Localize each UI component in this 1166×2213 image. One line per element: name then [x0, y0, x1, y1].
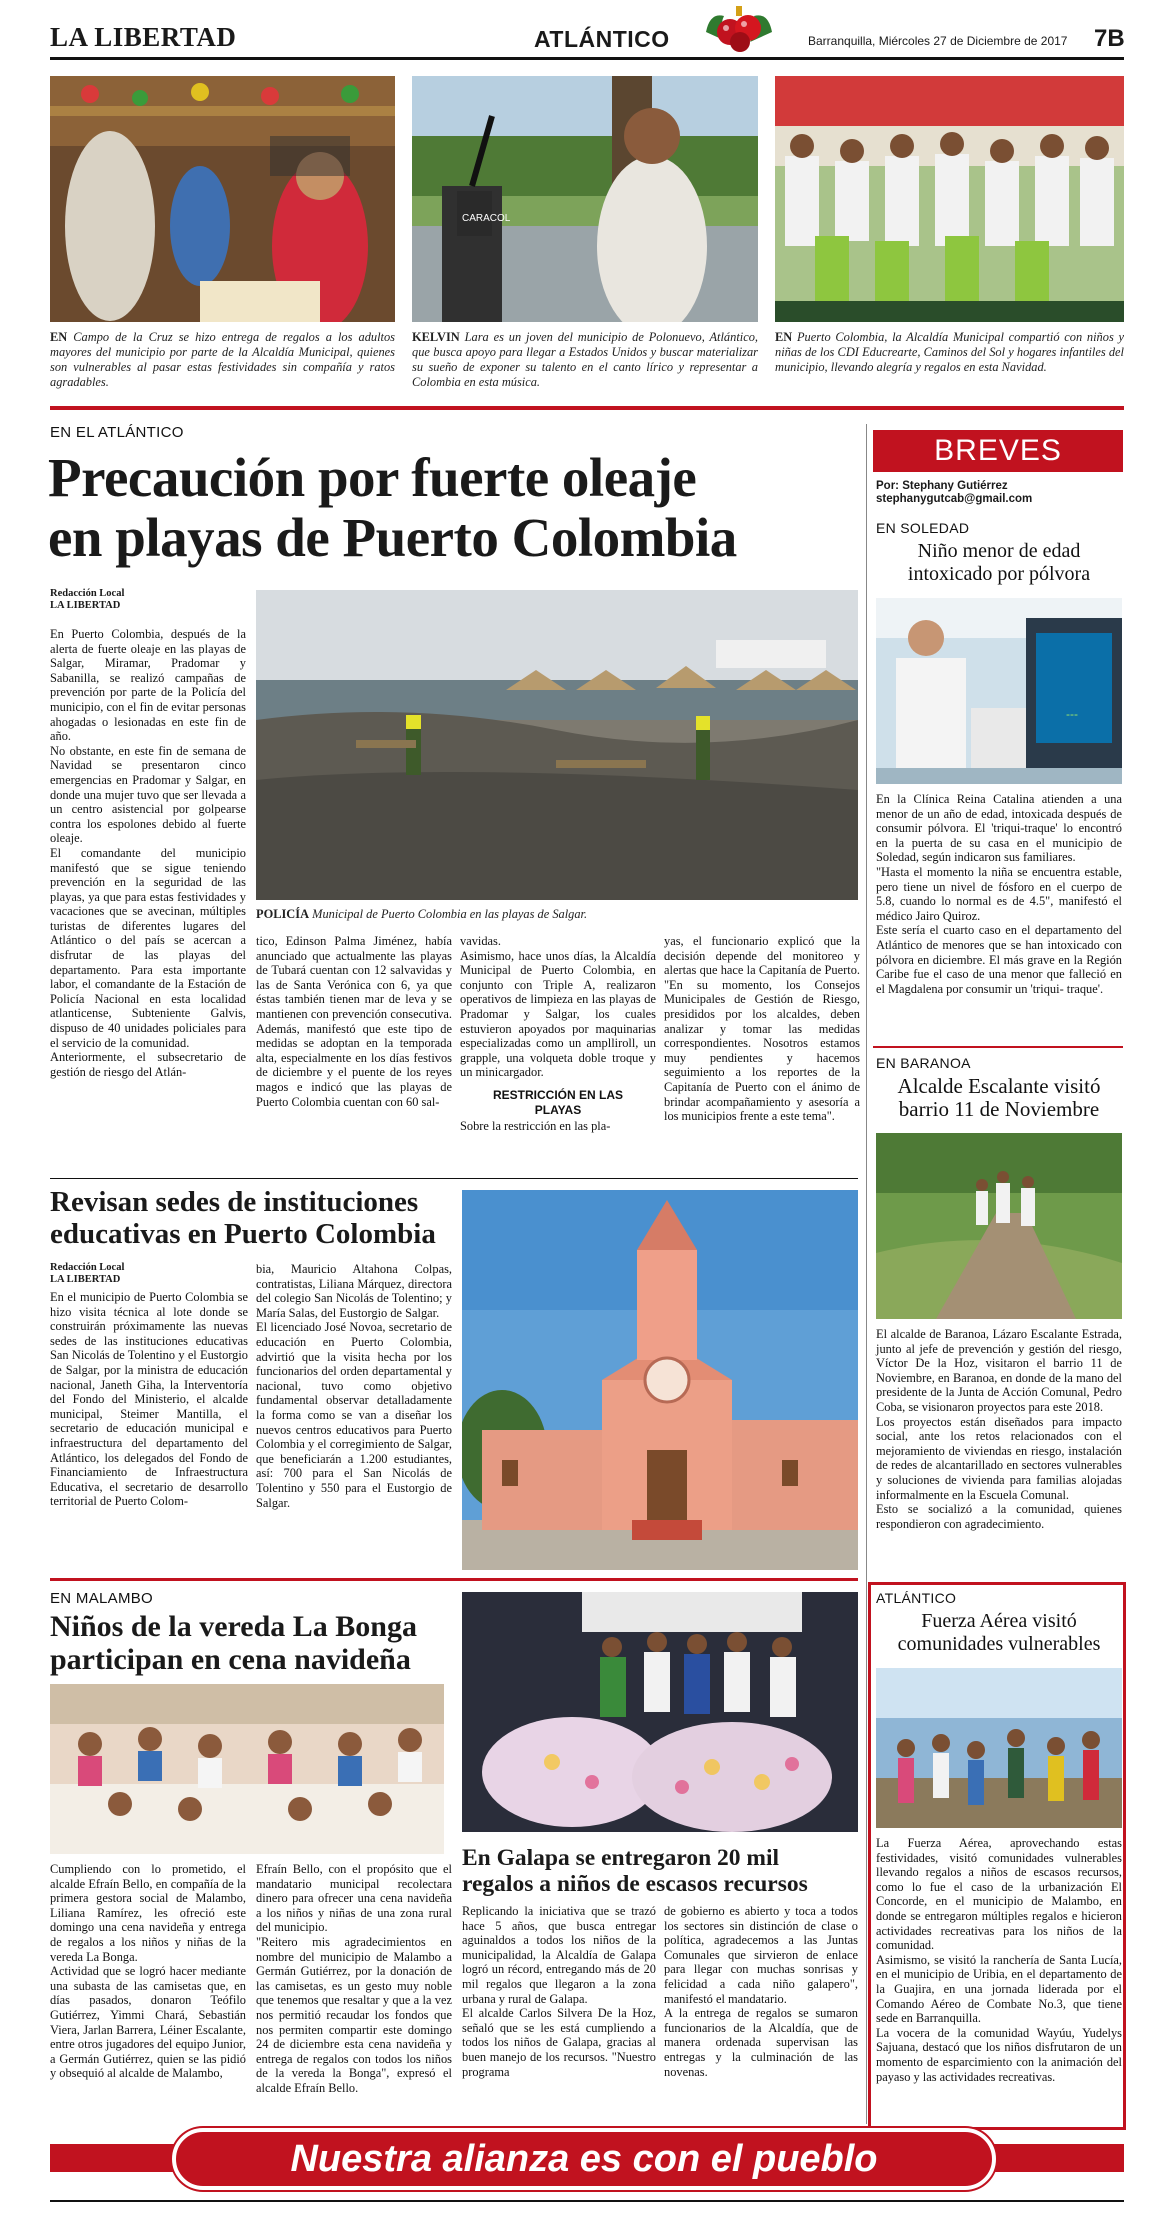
paragraph: Replicando la iniciativa que se trazó hace 5 años, que busca entregar aguinaldos a todos los niños de la municipalidad, la Alcaldía de Galapa logró un récord, entregando más de 20 mil regalos que llegaron a la zona urbana y rural de Galapa.: [462, 1904, 656, 2006]
caption-kelvin-lara: [412, 330, 758, 390]
brief-baranoa-kicker: EN BARANOA: [876, 1055, 971, 1071]
photo-fuerza-aerea-ninos: [876, 1668, 1122, 1828]
sedes-column-1: [50, 1290, 248, 1509]
photo-playa-salgar: [256, 590, 858, 900]
caption-lead: EN: [775, 330, 793, 344]
main-column-1: [50, 627, 246, 1079]
paragraph: Efraín Bello, con el propósito que el mandatario municipal recolectara dinero para ofrecer una cena navideña a los niños y niñas de una zona rural del municipio.: [256, 1862, 452, 1935]
paragraph: "Reitero mis agradecimientos en nombre del municipio de Malambo a Germán Gutiérrez, por la donación de las camisetas, es un gesto muy noble que tenemos que resaltar y que a la vez nos permitió recaudar los fondos que nos permiten compartir este domingo 24 de diciembre esta cena navideña y entrega de regalos con todos los niños de la vereda la Bonga", expresó el alcalde Efraín Bello.: [256, 1934, 452, 2095]
main-kicker: EN EL ATLÁNTICO: [50, 424, 184, 441]
paragraph: El comandante del municipio manifestó que se sigue teniendo prevención en la seguridad de las playas, ya que para estas festividades y vacaciones que se avecinan, múltiples turistas de diferentes lugares del Atlántico o del país se acercan a disfrutar de las playas del departamento. Para esta importante labor, el comandante de la Estación de Policía Nacional en esta localidad atlanticense, Subteniente Galvis, dispuso de 40 unidades policiales para el servicio de la comunidad.: [50, 845, 246, 1050]
main-column-3: [460, 934, 656, 1134]
paragraph: Anteriormente, el subsecretario de gestión de riesgo del Atlán-: [50, 1050, 246, 1079]
brief-headline-line: Niño menor de edad: [917, 540, 1081, 562]
galapa-column-1: [462, 1904, 656, 2079]
paragraph: El alcalde Carlos Silvera De la Hoz, señaló que se les está cumpliendo a todos los niños de Galapa, gracias al buen manejo de los recursos. "Nuestro programa: [462, 2006, 656, 2079]
masthead-section: ATLÁNTICO: [534, 26, 670, 52]
brief-fuerza-aerea-headline: [876, 1610, 1122, 1656]
paragraph: Cumpliendo con lo prometido, el alcalde Efraín Bello, en compañía de la primera gestora social de Malambo, Liliana Ramírez, les ofreció este domingo una cena navideña y entrega de regalos a los niños y niñas de la vereda La Bonga.: [50, 1862, 246, 1964]
masthead-dateline: Barranquilla, Miércoles 27 de Diciembre de 2017: [808, 34, 1068, 48]
brief-rule: [873, 1046, 1123, 1048]
caption-text: Lara es un joven del municipio de Polonuevo, Atlántico, que busca apoyo para llegar a Estados Unidos y buscar materializar su sueño de exponer su talento en el canto lírico y representar a Colombia en esta música.: [412, 330, 758, 389]
credit-line: Redacción Local: [50, 588, 125, 599]
brief-soledad-kicker: EN SOLEDAD: [876, 520, 970, 536]
galapa-headline-line-2: regalos a niños de escasos recursos: [462, 1871, 808, 1897]
paragraph: Sobre la restricción en las pla-: [460, 1119, 611, 1134]
photo-barrio-11-de-noviembre: [876, 1133, 1122, 1319]
galapa-headline-line-1: En Galapa se entregaron 20 mil: [462, 1845, 780, 1871]
caption-text: Puerto Colombia, la Alcaldía Municipal compartió con niños y niñas de los CDI Educrearte, Caminos del Sol y hogares infantiles del municipio, llevando alegría y regalos en esta Navidad.: [775, 330, 1124, 374]
sedes-column-2: [256, 1262, 452, 1510]
paragraph: Actividad que se logró hacer mediante una subasta de las camisetas que, en días pasados, donaron Teófilo Gutiérrez, Yimmi Chará, Sebastián Viera, Jarlan Barrera, Léiner Escalante, entre otros jugadores del equipo Junior, a Germán Gutiérrez, quien se las pidió y obsequió al alcalde de Malambo,: [50, 1964, 246, 2081]
main-credit: [50, 588, 124, 612]
masthead-rule: [50, 57, 1124, 60]
main-section-rule: [50, 1178, 858, 1179]
paragraph: La Fuerza Aérea, aprovechando estas festividades, visitó comunidades vulnerables llevando regalos a niños de escasos recursos, como lo fue el caso de la urbanización El Concorde, en el municipio de Malambo, en donde se entregaron múltiples regalos e hicieron actividades recreativas para los niños de la comunidad.: [876, 1836, 1122, 1953]
subhead-restriccion: RESTRICCIÓN EN LAS PLAYAS: [492, 1087, 623, 1117]
malambo-headline: [50, 1610, 460, 1676]
brief-baranoa-body: [876, 1327, 1122, 1531]
sedes-headline: [50, 1186, 470, 1250]
paragraph: bia, Mauricio Altahona Colpas, contratistas, Liliana Márquez, directora del colegio San Nicolás de Tolentino; y María Salas, del Eustorgio de Salgar.: [256, 1262, 452, 1320]
galapa-headline: [462, 1845, 862, 1897]
brief-headline-line: barrio 11 de Noviembre: [898, 1097, 1100, 1121]
breves-title: BREVES: [934, 434, 1062, 467]
top-section-rule: [50, 406, 1124, 410]
credit-line: LA LIBERTAD: [50, 600, 121, 611]
column-text: [460, 1119, 656, 1134]
brief-fuerza-aerea-body: [876, 1836, 1122, 2084]
svg-text:---: ---: [1066, 707, 1078, 721]
main-headline: [48, 448, 868, 568]
malambo-column-1: [50, 1862, 246, 2081]
brief-headline-line: intoxicado por pólvora: [907, 563, 1091, 585]
footer-bottom-rule: [50, 2200, 1124, 2202]
brief-atlantico-kicker: ATLÁNTICO: [876, 1590, 957, 1606]
main-column-4: [664, 934, 860, 1124]
brief-soledad-headline: [876, 540, 1122, 586]
paragraph: vavidas.: [460, 934, 501, 948]
paragraph: El alcalde de Baranoa, Lázaro Escalante Estrada, junto al jefe de prevención y gestión del riesgo, Víctor De la Hoz, visitaron el barrio 11 de Noviembre, en Baranoa, en donde de la mano del presidente de la Junta de Acción Comunal, Pedro Coba, se visionaron proyectos para este 2018.: [876, 1327, 1122, 1414]
main-column-2: [256, 934, 452, 1109]
sedes-headline-line-1: Revisan sedes de instituciones: [50, 1186, 419, 1218]
sedes-credit: [50, 1262, 124, 1286]
photo-cena-la-bonga: [50, 1684, 444, 1854]
paragraph: "Hasta el momento la niña se encuentra estable, pero tiene un nivel de fósforo en el cuerpo de 5.8, cuando lo normal es de 4.5", manifestó el médico Jairo Quiroz.: [876, 864, 1122, 923]
page-number: 7B: [1094, 25, 1125, 52]
footer-slogan-pill: [172, 2128, 996, 2190]
paragraph: Esto se socializó a la comunidad, quienes respondieron con agradecimiento.: [876, 1502, 1122, 1531]
malambo-kicker: EN MALAMBO: [50, 1590, 154, 1607]
caption-lead: EN: [50, 330, 68, 344]
brief-headline-line: Alcalde Escalante visitó: [897, 1074, 1101, 1098]
main-headline-line-2: en playas de Puerto Colombia: [48, 507, 737, 568]
paragraph: En el municipio de Puerto Colombia se hizo visita técnica al lote donde se construirán próximamente las nuevas sedes de las instituciones educativas San Nicolás de Tolentino y el Eustorgio de Salgar, por la ministra de educación nacional, Janeth Giha, la Interventoría del Fondo del Ministerio, el alcalde municipal, Steimer Mantilla, el secretario de educación municipal e infraestructura del departamento del Atlántico, los delegados del Fondo de Financiamiento de Infraestructura Educativa, el secretario de desarrollo territorial de Puerto Colom-: [50, 1290, 248, 1509]
main-photo-caption: [256, 907, 858, 922]
paragraph: En la Clínica Reina Catalina atienden a una menor de un año de edad, intoxicada después de consumir pólvora. El 'triqui-traque' lo encontró en la puerta de su casa en el municipio de Soledad, según indicaron sus familiares.: [876, 792, 1122, 865]
paragraph: de gobierno es abierto y toca a todos los sectores sin distinción de clase o política, agradecemos a las Juntas Comunales que sirvieron de enlace para llegar con muchas sonrisas y felicidad a cada niño galapero", manifestó el mandatario.: [664, 1904, 858, 2006]
photo-clinica-reina-catalina: [876, 598, 1122, 784]
breves-author: Por: Stephany Gutiérrez: [876, 480, 1008, 492]
paragraph: Asimismo, hace unos días, la Alcaldía Municipal de Puerto Colombia, en conjunto con Triple A, realizaron operativos de limpieza en las playas de Pradomar y Salgar, los cuales estuvieron apoyados por maquinarias especializadas como un amplliroll, un grapple, una volqueta doble troque y un minicargador.: [460, 948, 656, 1080]
column-text: [460, 934, 656, 1080]
paragraph: El licenciado José Novoa, secretario de educación en Puerto Colombia, advirtió que la visita hecha por los funcionarios del orden departamental y nacional, tuvo como objetivo fundamental observar detalladamente la forma como se van a diseñar los nuevos centros educativos para Puerto Colombia y el corregimiento de Salgar, que beneficiarán a 1.200 estudiantes, así: 700 para el San Nicolás de Tolentino y 550 para el Eustorgio de Salgar.: [256, 1320, 452, 1510]
malambo-headline-line-1: Niños de la vereda La Bonga: [50, 1610, 417, 1643]
brief-headline-line: Fuerza Aérea visitó: [921, 1610, 1077, 1632]
paragraph: Asimismo, se visitó la ranchería de Santa Lucía, en el municipio de Uribia, en el departamento de la Guajira, en una jornada liderada por el Comando Aéreo de Combate No.3, que tiene sede en Barranquilla.: [876, 1952, 1122, 2026]
caption-campo-de-la-cruz: [50, 330, 395, 390]
breves-byline: [876, 480, 1032, 506]
photo-iglesia-puerto-colombia: [462, 1190, 858, 1570]
photo-campo-de-la-cruz: [50, 76, 395, 322]
brief-soledad-body: [876, 792, 1122, 996]
galapa-column-2: [664, 1904, 858, 2079]
mic-brand-label: CARACOL: [462, 213, 511, 224]
caption-lead: KELVIN: [412, 330, 460, 344]
malambo-headline-line-2: participan en cena navideña: [50, 1643, 411, 1676]
sedes-headline-line-2: educativas en Puerto Colombia: [50, 1218, 436, 1250]
paragraph: yas, el funcionario explicó que la decisión depende del monitoreo y alertas que hace la Capitanía de Puerto. "En su momento, los Consejos Municipales de Gestión de Riesgo, presididos por los alcaldes, deben analizar y tomar las medidas correspondientes. Nosotros estamos muy pendientes y hacemos seguimiento a los reportes de la Capitanía de Puerto con el ánimo de brindar acompañamiento y asesoría a los municipios frente a este tema".: [664, 934, 860, 1124]
malambo-column-2: [256, 1862, 452, 2096]
credit-line: LA LIBERTAD: [50, 1274, 121, 1285]
christmas-ornament-icon: [700, 2, 778, 54]
photo-puerto-colombia-cdi: [775, 76, 1124, 322]
breves-banner: [873, 430, 1123, 472]
breves-email: stephanygutcab@gmail.com: [876, 493, 1033, 505]
caption-lead: POLICÍA: [256, 907, 310, 921]
paragraph: Los proyectos están diseñados para impacto social, ante los retos relacionados con el mejoramiento de viviendas en riesgo, instalación de redes de alcantarillado en sectores vulnerables y soluciones de vivienda para familias alojadas informalmente en la Escuela Comunal.: [876, 1414, 1122, 1502]
photo-kelvin-lara: [412, 76, 758, 322]
photo-regalos-galapa: [462, 1592, 858, 1832]
credit-line: Redacción Local: [50, 1262, 125, 1273]
brief-headline-line: comunidades vulnerables: [897, 1633, 1101, 1655]
paragraph: A la entrega de regalos se sumaron funcionarios de la Alcaldía, que de manera ordenada supervisan las entregas y la culminación de las novenas.: [664, 2006, 858, 2079]
brief-baranoa-headline: [876, 1075, 1122, 1121]
paragraph: No obstante, en este fin de semana de Navidad se presentaron cinco emergencias en Pradomar y Salgar, en donde una mujer tuvo que ser llevada a un centro asistencial por golpearse contra los espolones debido al fuerte oleaje.: [50, 743, 246, 846]
masthead-paper-name: LA LIBERTAD: [50, 22, 237, 52]
paragraph: En Puerto Colombia, después de la alerta de fuerte oleaje en las playas de Salgar, Miramar, Pradomar y Sabanilla, se realizó campañas de prevención por parte de la Policía del municipio, con el fin de evitar personas ahogadas o lesionadas en este fin de año.: [50, 627, 246, 744]
caption-text: Campo de la Cruz se hizo entrega de regalos a los adultos mayores del municipio por parte de la Alcaldía Municipal, quienes son vulnerables al pasar estas festividades sin compañía y ratos agradables.: [50, 330, 395, 389]
caption-puerto-colombia-cdi: [775, 330, 1124, 375]
sedes-section-rule: [50, 1578, 858, 1581]
paragraph: tico, Edinson Palma Jiménez, había anunciado que actualmente las playas de Tubará cuentan con 12 salvavidas y las de Santa Verónica con 6, ya que éstas también tienen mar de leva y se mantienen con prevención consecutiva. Además, manifestó que este tipo de medidas se adoptan en la temporada alta, especialmente en los días festivos de diciembre y el puente de los reyes magos e indicó que las playas de Puerto Colombia cuentan con 60 sal-: [256, 934, 452, 1109]
caption-text: Municipal de Puerto Colombia en las playas de Salgar.: [312, 907, 588, 921]
footer-slogan: Nuestra alianza es con el pueblo: [290, 2138, 878, 2180]
paragraph: La vocera de la comunidad Wayúu, Yudelys Sajuana, destacó que los niños disfrutaron de un momento de esparcimiento con la animación del payaso y las actividades recreativas.: [876, 2025, 1122, 2084]
main-headline-line-1: Precaución por fuerte oleaje: [48, 447, 697, 508]
paragraph: Este sería el cuarto caso en el departamento del Atlántico de menores que se han intoxicado con pólvora en diciembre. El más grave en la Región Caribe fue el caso de una menor que falleció en el Magdalena por consumir un 'triqui- traque'.: [876, 923, 1122, 996]
sidebar-divider: [866, 424, 867, 2124]
